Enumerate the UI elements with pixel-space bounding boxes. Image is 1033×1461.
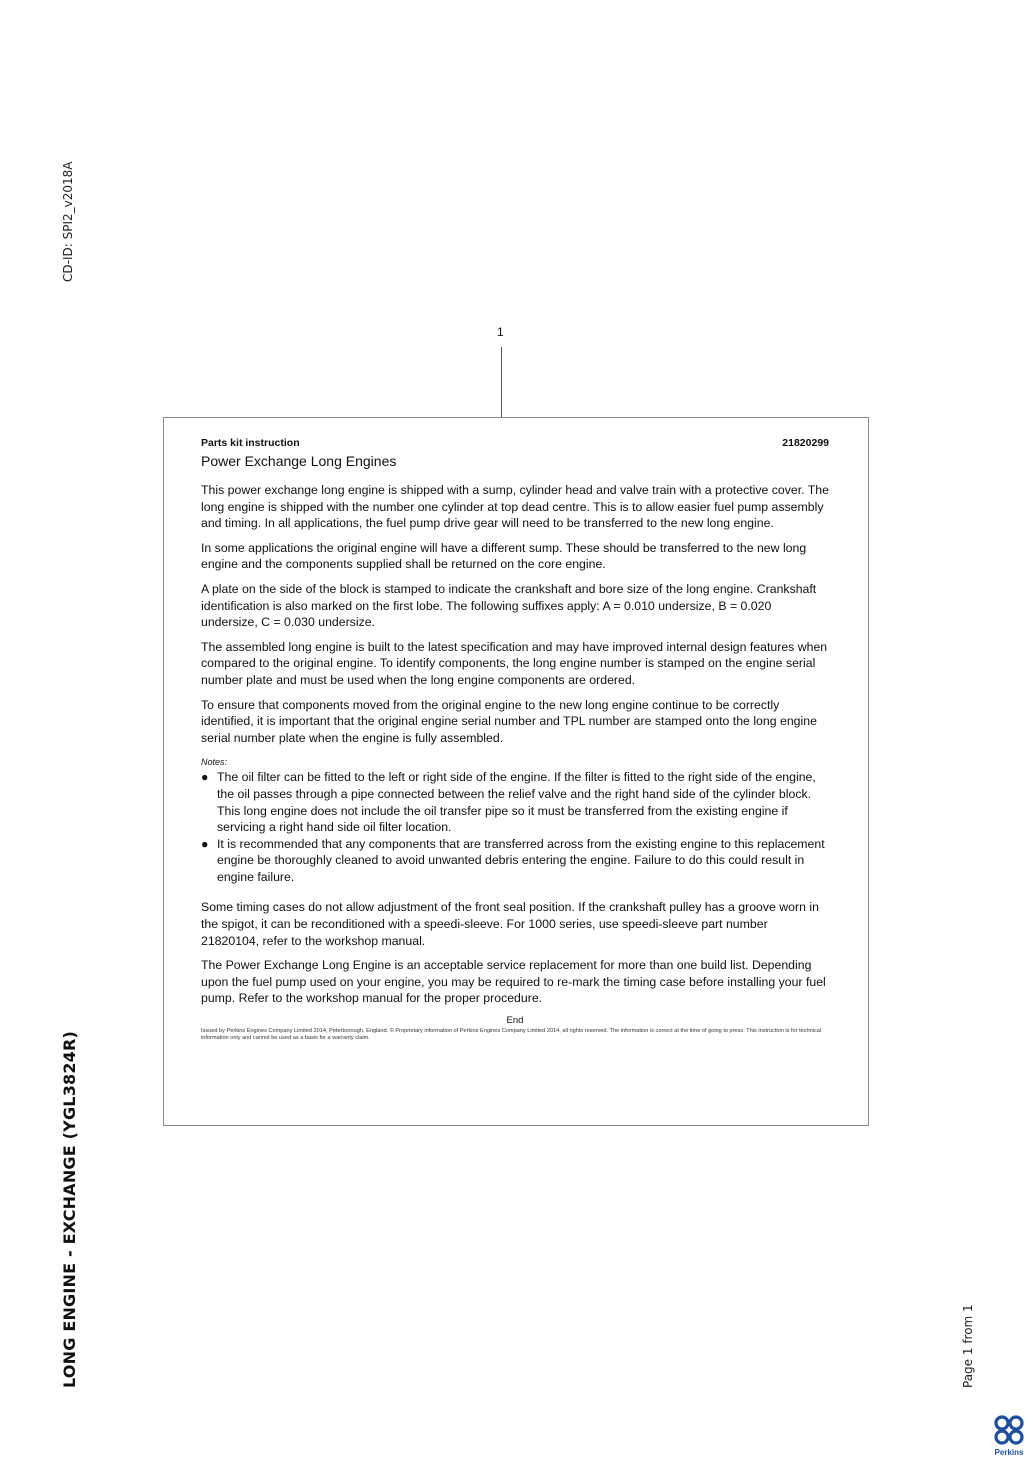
note-text: The oil filter can be fitted to the left or right side of the engine. If the filter is fitted to the right side of the engine, the oil passes through a pipe connected between the relief valve and the right hand side of the cylinder block. This long engine does not include the oil transfer pipe so it must be transferred from the existing engine if servicing a right hand side oil filter location. [217, 770, 816, 835]
page-counter: Page 1 from 1 [961, 1304, 975, 1388]
notes-label: Notes: [201, 757, 228, 768]
perkins-logo-text: Perkins [994, 1448, 1024, 1457]
callout-number: 1 [497, 325, 504, 339]
note-item [201, 769, 829, 835]
notes-list [201, 769, 829, 885]
paragraph: Some timing cases do not allow adjustment of the front seal position. If the crankshaft pulley has a groove worn in the spigot, it can be reconditioned with a speedi-sleeve. For 1000 series, use speedi-sleeve part number 21820104, refer to the workshop manual. [201, 900, 819, 948]
note-text: It is recommended that any components that are transferred across from the existing engine to this replacement engine be thoroughly cleaned to avoid unwanted debris entering the engine. Failure to do this could result in engine failure. [217, 836, 825, 884]
parts-kit-instruction-sheet [163, 417, 869, 1126]
sheet-header [201, 437, 829, 449]
bullet-icon: ● [201, 770, 209, 785]
paragraph: This power exchange long engine is shipped with a sump, cylinder head and valve train with a protective cover. The long engine is shipped with the number one cylinder at top dead centre. This is to allow easier fuel pump assembly and timing. In all applications, the fuel pump drive gear will need to be transferred to the new long engine. [201, 483, 829, 531]
sheet-header-label: Parts kit instruction [201, 437, 300, 449]
sheet-title: Power Exchange Long Engines [201, 453, 397, 469]
paragraph: In some applications the original engine will have a different sump. These should be transferred to the new long engine and the components supplied shall be returned on the core engine. [201, 540, 807, 572]
note-item [201, 836, 829, 886]
paragraph: A plate on the side of the block is stamped to indicate the crankshaft and bore size of the long engine. Crankshaft identification is also marked on the first lobe. The following suffixes apply: A = 0.010 undersize, B = 0.020 undersize, C = 0.030 undersize. [201, 581, 817, 630]
document-side-title: LONG ENGINE - EXCHANGE (YGL3824R) [60, 1030, 79, 1388]
bullet-icon: ● [201, 836, 209, 851]
cd-id-label: CD-ID: SPI2_v2018A [61, 161, 75, 282]
end-marker: End [506, 1015, 524, 1027]
kit-part-number: 21820299 [782, 437, 829, 449]
paragraph: To ensure that components moved from the original engine to the new long engine continue to be correctly identified, it is important that the original engine serial number and TPL number are stamped onto the long engine serial number plate when the engine is fully assembled. [201, 697, 817, 745]
sheet-content [201, 437, 829, 1042]
paragraph: The assembled long engine is built to the latest specification and may have improved internal design features when compared to the original engine. To identify components, the long engine number is stamped on the engine serial number plate and must be used when the long engine components are ordered. [201, 639, 828, 687]
legal-fine-print: Issued by Perkins Engines Company Limited 2014, Peterborough, England. © Proprietary information of Perkins Engines Company Limited 2014, all rights reserved. The information is correct at the time of going to press. This instruction is for technical information only and cannot be used as a basis for a warranty claim. [201, 1028, 822, 1042]
paragraph: The Power Exchange Long Engine is an acceptable service replacement for more than one build list. Depending upon the fuel pump used on your engine, you may be required to re-mark the timing case before installing your fuel pump. Refer to the workshop manual for the proper procedure. [201, 958, 826, 1006]
callout-leader-line [501, 347, 502, 418]
